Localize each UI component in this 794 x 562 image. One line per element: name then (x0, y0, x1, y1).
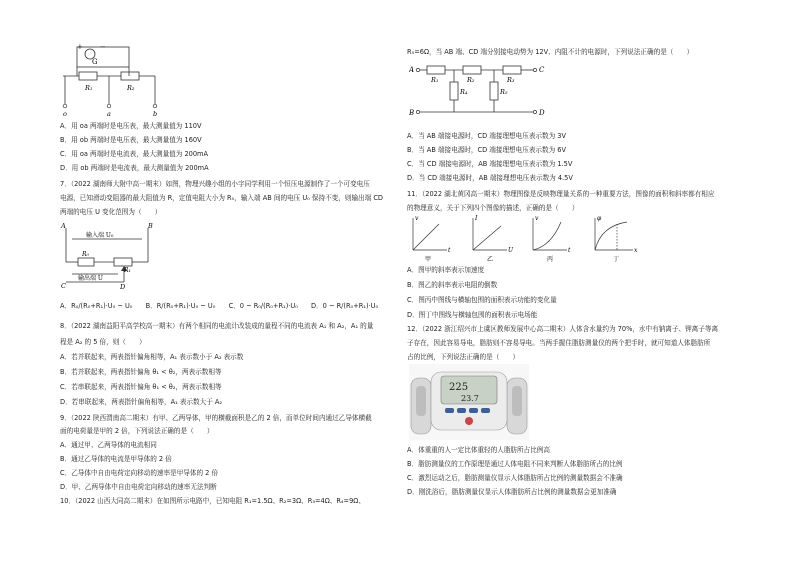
right-column (397, 0, 794, 562)
q12-line-1: 12．（2022 浙江绍兴市上虞区教师发展中心高二期末）人体含水量约为 70%，水中有钠离子、钾离子等离 (407, 325, 719, 333)
q9-line-2: 面的电荷量是甲的 2 倍，下列说法正确的是（ ） (60, 427, 214, 435)
q7-line-3: 两端的电压 U 变化范围为（ ） (60, 208, 162, 216)
q9-option-d: D．甲、乙两导体中自由电荷定向移动的速率无法判断 (60, 483, 217, 491)
q10-option-a: A．当 AB 端接电源时，CD 端接理想电压表示数为 3V (407, 132, 567, 140)
q10-option-c: C．当 CD 端接电源时，AB 端接理想电压表示数为 1.5V (407, 160, 573, 168)
q8-option-d: D．若串联起来，两表指针偏角相等，A₁ 表示数大于 A₂ (60, 398, 223, 406)
graph-1-y-label: v (415, 215, 419, 222)
fig10-r2: R₂ (467, 76, 475, 84)
q11-option-a: A．图甲的斜率表示加速度 (407, 266, 485, 274)
fig6-a: a (107, 110, 111, 117)
q11-line-1: 11．（2022 湖北黄冈高一期末）物理图像是反映物理量关系的一种重要方法，图像的面积和斜率都有相应 (407, 190, 715, 198)
graph-3-x-label: t (568, 247, 571, 254)
device-reading-1: 225 (449, 382, 469, 393)
q7-label-out: 输出端 U (78, 275, 103, 282)
q10-line-2: R₅=6Ω，当 AB 端、CD 端分别接电动势为 12V、内阻不计的电源时，下列说法正确的是（ ） (407, 48, 694, 56)
q6-option-d: D．用 ob 两端时是电流表，最大测量值为 200mA (60, 164, 209, 172)
device-reading-2: 23.7 (461, 394, 479, 403)
graph-1-caption: 甲 (425, 256, 432, 263)
q12-option-b: B．脂肪测量仪的工作原理是通过人体电阻不同来判断人体脂肪所占的比例 (407, 460, 623, 468)
q11-option-b: B．图乙的斜率表示电阻的倒数 (407, 281, 498, 289)
q7-options: A．R₀/(R₀+R₁)·U₀ ~ U₀ B．R/(R₀+R₁)·U₀ ~ U₀ C．0 ~ R₀/(R₀+R₁)·U₀ D．0 ~ R/(R₀+R₁)·U₀ (60, 302, 379, 310)
fig6-r1: R₁ (85, 84, 93, 92)
q7-label-in: 输入端 U₀ (86, 232, 114, 239)
fig6-r2: R₂ (127, 84, 135, 92)
fig10-r5: R₅ (500, 88, 508, 96)
fig6-o: o (63, 110, 67, 117)
fig6-minus: − (100, 43, 106, 51)
q9-option-b: B．通过乙导体的电流是甲导体的 2 倍 (60, 455, 172, 463)
graph-2-x-label: U (508, 247, 514, 254)
q8-option-c: C．若串联起来，两表指针偏角 θ₁ < θ₂，两表示数相等 (60, 383, 222, 391)
q11-line-2: 的物理意义，关于下列四个图像的描述，正确的是（ ） (407, 204, 579, 212)
body-fat-meter-image (409, 364, 529, 440)
graph-1-x-label: t (448, 247, 451, 254)
fig6-b: b (153, 110, 158, 117)
fig10-r4: R₄ (460, 88, 468, 96)
q12-option-d: D．刚洗浴后，脂肪测量仪显示人体脂肪所占比例的测量数据会更加准确 (407, 488, 617, 496)
q9-option-a: A．通过甲、乙两导体的电流相同 (60, 441, 157, 449)
q8-option-b: B．若并联起来，两表指针偏角 θ₁ < θ₂，两表示数相等 (60, 368, 222, 376)
graph-3-y-label: v (535, 215, 539, 222)
q6-option-c: C．用 oa 两端时是电流表，最大测量值为 200mA (60, 150, 208, 158)
q7-circuit-figure (58, 222, 158, 290)
q7-line-2: 电源，已知滑动变阻器的最大阻值为 R，定值电阻大小为 R₀，输入端 AB 间的电压 U₀ 保持不变，则输出端 CD (60, 194, 384, 202)
q8-option-a: A．若并联起来，两表指针偏角相等，A₁ 表示数小于 A₂ 表示数 (60, 353, 244, 361)
fig6-g: G (92, 58, 98, 66)
q12-line-3: 占的比例，下列说法正确的是（ ） (407, 353, 520, 361)
q9-option-c: C．乙导体中自由电荷定向移动的速率是甲导体的 2 倍 (60, 469, 219, 477)
q10-option-b: B．当 AB 端接电源时，CD 端接理想电压表示数为 6V (407, 146, 567, 154)
q10-option-d: D．当 CD 端接电源时，AB 端接理想电压表示数为 4.5V (407, 174, 573, 182)
q7-label-a: A (61, 222, 66, 230)
q11-graphs-figure (405, 212, 645, 264)
fig6-plus: + (77, 43, 83, 51)
q11-option-c: C．图丙中图线与横轴包围的面积表示功能的变化量 (407, 296, 557, 304)
q6-circuit-figure (55, 42, 175, 117)
q7-label-c: C (61, 282, 66, 290)
q7-label-r1: R₁ (124, 267, 131, 274)
q8-line-2: 程是 A₂ 的 5 倍，则（ ） (60, 338, 146, 346)
q7-label-r0: R₀ (82, 251, 89, 258)
q9-line-1: 9．（2022 陕西渭南高二期末）有甲、乙两导体，甲的横截面积是乙的 2 倍，而单位时间内通过乙导体横截 (60, 414, 372, 422)
q12-option-a: A．体重重的人一定比体重轻的人脂肪所占比例高 (407, 446, 550, 454)
q7-line-1: 7．（2022 湖南师大附中高一期末）如图，物理兴趣小组的小宇同学利用一个恒压电源制作了一个可变电压 (60, 180, 370, 188)
graph-2-caption: 乙 (487, 256, 494, 263)
fig10-a: A (409, 66, 415, 74)
fig10-b: B (409, 109, 415, 117)
graph-4-x-label: x (634, 247, 638, 254)
graph-2-y-label: I (475, 215, 478, 222)
q7-label-b: B (148, 222, 153, 230)
graph-4-y-label: φ (597, 215, 602, 222)
fig10-d: D (539, 109, 545, 117)
q6-option-b: B．用 ob 两端时是电压表，最大测量值为 160V (60, 136, 202, 144)
q12-line-2: 子存在，因此容易导电，脂肪则不容易导电。当两手握住脂肪测量仪的两个把手时，就可知道人体脂肪所 (407, 339, 711, 347)
fig10-r3: R₃ (507, 76, 515, 84)
fig10-c: C (539, 66, 545, 74)
q10-circuit-figure (409, 60, 549, 122)
q7-label-d: D (120, 283, 126, 290)
graph-4-caption: 丁 (613, 256, 620, 263)
q10-line-1: 10．（2022 山西大同高二期末）在如图所示电路中，已知电阻 R₁=1.5Ω、R₂=3Ω、R₃=4Ω、R₄=9Ω、 (60, 497, 365, 505)
q12-option-c: C．激烈运动之后，脂肪测量仪显示人体脂肪所占比例的测量数据会不准确 (407, 474, 623, 482)
q6-option-a: A．用 oa 两端时是电压表，最大测量值为 110V (60, 122, 202, 130)
graph-3-caption: 丙 (547, 256, 554, 263)
q11-option-d: D．图丁中图线与横轴包围的面积表示电场能 (407, 311, 538, 319)
q8-line-1: 8．（2022 湖南益阳平高学校高一期末）有两个相同的电流计改装成的量程不同的电流表 A₁ 和 A₂，A₁ 的量 (60, 322, 374, 330)
fig10-r1: R₁ (431, 76, 439, 84)
